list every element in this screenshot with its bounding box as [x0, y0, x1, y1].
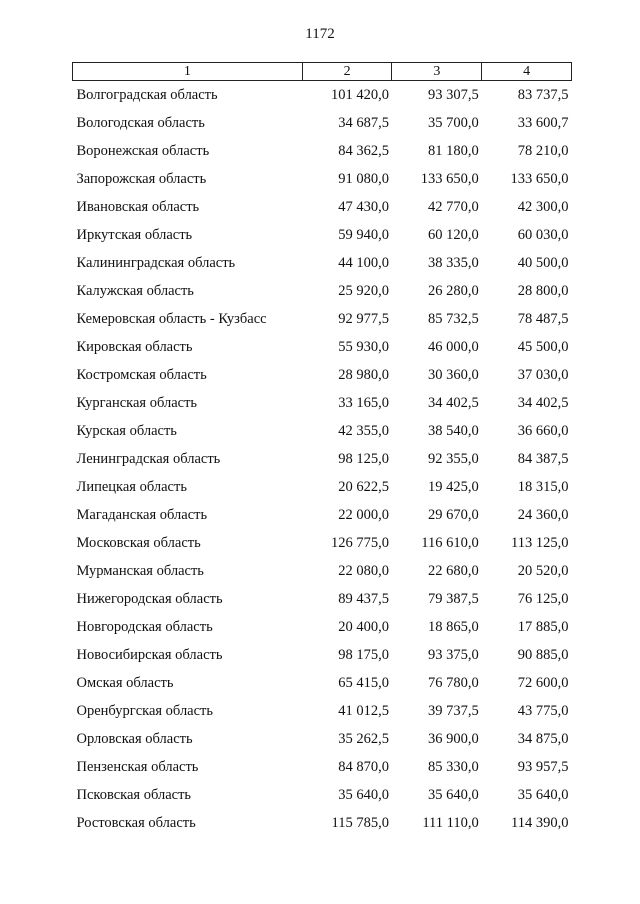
- region-name: Пензенская область: [76, 759, 199, 775]
- region-name: Кировская область: [76, 339, 193, 355]
- value-col-3: 85 330,0: [427, 759, 479, 775]
- table-row: [73, 781, 572, 809]
- table-row: [73, 333, 572, 361]
- value-col-4: 83 737,5: [517, 87, 569, 103]
- value-col-2: 33 165,0: [338, 395, 389, 411]
- value-col-3: 81 180,0: [427, 143, 479, 159]
- value-col-4: 78 210,0: [517, 143, 569, 159]
- value-col-3: 36 900,0: [427, 731, 479, 747]
- table-row: [73, 277, 572, 305]
- table-row: [73, 809, 572, 837]
- table-row: [73, 81, 572, 110]
- value-col-2: 55 930,0: [338, 339, 389, 355]
- value-col-4: 84 387,5: [517, 451, 569, 467]
- table-row: [73, 585, 572, 613]
- value-col-2: 84 362,5: [338, 143, 389, 159]
- table-row: [73, 193, 572, 221]
- region-name: Псковская область: [76, 787, 192, 803]
- region-name: Волгоградская область: [76, 87, 218, 103]
- region-name: Запорожская область: [76, 171, 207, 187]
- header-col-2: 2: [302, 63, 392, 81]
- table-row: [73, 501, 572, 529]
- table-row: [73, 305, 572, 333]
- value-col-3: 133 650,0: [420, 171, 479, 187]
- region-name: Вологодская область: [76, 115, 205, 131]
- region-name: Новгородская область: [76, 619, 213, 635]
- regions-table: [72, 62, 572, 837]
- value-col-3: 38 540,0: [427, 423, 479, 439]
- value-col-4: 76 125,0: [517, 591, 569, 607]
- value-col-2: 89 437,5: [338, 591, 389, 607]
- region-name: Костромская область: [76, 367, 207, 383]
- value-col-3: 34 402,5: [427, 395, 479, 411]
- value-col-4: 40 500,0: [517, 255, 569, 271]
- value-col-4: 90 885,0: [517, 647, 569, 663]
- value-col-4: 33 600,7: [517, 115, 569, 131]
- value-col-2: 22 000,0: [338, 507, 389, 523]
- value-col-3: 39 737,5: [427, 703, 479, 719]
- value-col-3: 76 780,0: [427, 675, 479, 691]
- value-col-3: 38 335,0: [427, 255, 479, 271]
- value-col-3: 29 670,0: [427, 507, 479, 523]
- value-col-3: 93 307,5: [427, 87, 479, 103]
- value-col-4: 133 650,0: [510, 171, 569, 187]
- value-col-3: 18 865,0: [427, 619, 479, 635]
- table-row: [73, 445, 572, 473]
- table-row: [73, 137, 572, 165]
- value-col-2: 115 785,0: [331, 815, 389, 831]
- table-row: [73, 753, 572, 781]
- region-name: Орловская область: [76, 731, 193, 747]
- value-col-2: 126 775,0: [330, 535, 389, 551]
- value-col-2: 35 262,5: [338, 731, 389, 747]
- value-col-4: 34 875,0: [517, 731, 569, 747]
- value-col-3: 22 680,0: [427, 563, 479, 579]
- region-name: Липецкая область: [76, 479, 187, 495]
- value-col-4: 35 640,0: [517, 787, 569, 803]
- table-row: [73, 221, 572, 249]
- table-row: [73, 165, 572, 193]
- value-col-3: 92 355,0: [427, 451, 479, 467]
- region-name: Курганская область: [76, 395, 198, 411]
- region-name: Курская область: [76, 423, 177, 439]
- table-row: [73, 473, 572, 501]
- header-col-3: 3: [392, 63, 482, 81]
- region-name: Омская область: [76, 675, 174, 691]
- value-col-4: 45 500,0: [517, 339, 569, 355]
- region-name: Калининградская область: [76, 255, 236, 271]
- table-row: [73, 557, 572, 585]
- value-col-4: 36 660,0: [517, 423, 569, 439]
- region-name: Новосибирская область: [76, 647, 223, 663]
- region-name: Ленинградская область: [76, 451, 221, 467]
- value-col-4: 18 315,0: [517, 479, 569, 495]
- region-name: Московская область: [76, 535, 201, 551]
- table-row: [73, 389, 572, 417]
- table-row: [73, 697, 572, 725]
- value-col-2: 47 430,0: [338, 199, 389, 215]
- value-col-2: 98 175,0: [338, 647, 389, 663]
- table-row: [73, 669, 572, 697]
- value-col-2: 20 400,0: [338, 619, 389, 635]
- region-name: Оренбургская область: [76, 703, 214, 719]
- table-row: [73, 361, 572, 389]
- value-col-3: 35 640,0: [427, 787, 479, 803]
- value-col-3: 19 425,0: [427, 479, 479, 495]
- table-header: [73, 63, 572, 81]
- table-row: [73, 529, 572, 557]
- value-col-4: 17 885,0: [517, 619, 569, 635]
- region-name: Нижегородская область: [76, 591, 223, 607]
- value-col-3: 111 110,0: [422, 815, 479, 831]
- value-col-4: 93 957,5: [517, 759, 569, 775]
- value-col-2: 92 977,5: [338, 311, 389, 327]
- value-col-3: 85 732,5: [427, 311, 479, 327]
- value-col-3: 30 360,0: [427, 367, 479, 383]
- value-col-2: 20 622,5: [338, 479, 389, 495]
- value-col-2: 22 080,0: [338, 563, 389, 579]
- value-col-4: 113 125,0: [511, 535, 569, 551]
- header-row: [73, 63, 572, 81]
- value-col-4: 42 300,0: [517, 199, 569, 215]
- value-col-3: 46 000,0: [427, 339, 479, 355]
- value-col-2: 28 980,0: [338, 367, 389, 383]
- region-name: Магаданская область: [76, 507, 208, 523]
- value-col-2: 91 080,0: [338, 171, 389, 187]
- region-name: Воронежская область: [76, 143, 210, 159]
- value-col-2: 35 640,0: [338, 787, 389, 803]
- value-col-4: 28 800,0: [517, 283, 569, 299]
- header-col-1: 1: [73, 63, 303, 81]
- value-col-4: 72 600,0: [517, 675, 569, 691]
- value-col-4: 43 775,0: [517, 703, 569, 719]
- value-col-2: 34 687,5: [338, 115, 389, 131]
- value-col-3: 93 375,0: [427, 647, 479, 663]
- value-col-4: 60 030,0: [517, 227, 569, 243]
- table-body: [73, 81, 572, 838]
- table-row: [73, 417, 572, 445]
- value-col-3: 42 770,0: [427, 199, 479, 215]
- value-col-4: 20 520,0: [517, 563, 569, 579]
- region-name: Иркутская область: [76, 227, 193, 243]
- value-col-3: 60 120,0: [427, 227, 479, 243]
- value-col-2: 101 420,0: [330, 87, 389, 103]
- value-col-4: 114 390,0: [511, 815, 569, 831]
- header-col-4: 4: [482, 63, 572, 81]
- table-row: [73, 109, 572, 137]
- value-col-2: 41 012,5: [338, 703, 389, 719]
- table-row: [73, 249, 572, 277]
- value-col-3: 116 610,0: [421, 535, 479, 551]
- value-col-3: 35 700,0: [427, 115, 479, 131]
- region-name: Калужская область: [76, 283, 194, 299]
- value-col-2: 44 100,0: [338, 255, 389, 271]
- region-name: Ростовская область: [76, 815, 196, 831]
- value-col-4: 34 402,5: [517, 395, 569, 411]
- value-col-3: 79 387,5: [427, 591, 479, 607]
- value-col-4: 78 487,5: [517, 311, 569, 327]
- value-col-2: 65 415,0: [338, 675, 389, 691]
- value-col-4: 37 030,0: [517, 367, 569, 383]
- region-name: Кемеровская область - Кузбасс: [76, 311, 267, 327]
- value-col-2: 84 870,0: [338, 759, 389, 775]
- value-col-2: 42 355,0: [338, 423, 389, 439]
- value-col-2: 59 940,0: [338, 227, 389, 243]
- value-col-2: 25 920,0: [338, 283, 389, 299]
- page-number: 1172: [305, 26, 335, 42]
- region-name: Мурманская область: [76, 563, 204, 579]
- value-col-2: 98 125,0: [338, 451, 389, 467]
- table-row: [73, 725, 572, 753]
- value-col-3: 26 280,0: [427, 283, 479, 299]
- table-row: [73, 641, 572, 669]
- table-row: [73, 613, 572, 641]
- region-name: Ивановская область: [76, 199, 200, 215]
- value-col-4: 24 360,0: [517, 507, 569, 523]
